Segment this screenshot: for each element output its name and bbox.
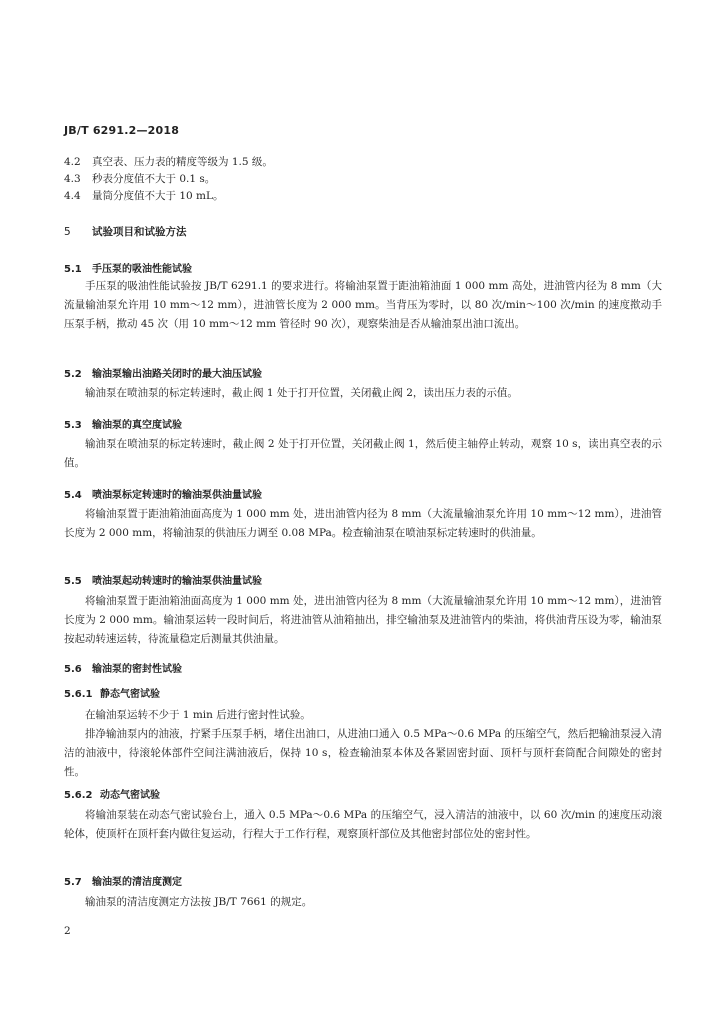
section-number: 5.2 [64,369,82,380]
section-5-6-1-heading [64,685,160,700]
section-number: 5.6.2 [64,790,93,801]
section-title: 喷油泵标定转速时的输油泵供油量试验 [92,490,262,501]
section-title: 输油泵的清洁度测定 [92,877,182,888]
section-title: 喷油泵起动转速时的输油泵供油量试验 [92,576,262,587]
section-title: 输油泵的真空度试验 [92,420,182,431]
section-5-5-paragraph: 将输油泵置于距油箱油面高度为 1 000 mm 处，进出油管内径为 8 mm（大流量输油泵允许用 10 mm～12 mm），进油管长度为 2 000 mm。输油泵运转一段时间后，将进油管从油箱抽出，排空输油泵及进油管内的柴油，将供油背压设为零，输油泵按起动转速运转，待流量稳定后测量其供油量。 [64,595,662,645]
section-5-2-paragraph: 输油泵在喷油泵的标定转速时，截止阀 1 处于打开位置，关闭截止阀 2，读出压力表的示值。 [85,387,518,399]
clause-number: 4.3 [64,173,81,185]
section-5-7-heading [64,873,182,888]
page-number: 2 [64,925,71,937]
clause-4-4 [64,189,223,203]
section-5-heading [64,224,187,239]
section-5-6-1-paragraph-1: 在输油泵运转不少于 1 min 后进行密封性试验。 [85,709,311,721]
section-5-6-heading [64,660,182,675]
section-number: 5.1 [64,264,82,275]
section-title: 输油泵的密封性试验 [92,664,182,675]
section-5-1-paragraph: 手压泵的吸油性能试验按 JB/T 6291.1 的要求进行。将输油泵置于距油箱油面 1 000 mm 高处，进油管内径为 8 mm（大流量输油泵允许用 10 mm～12 mm），进油管长度为 2 000 mm。当背压为零时，以 80 次/min～100 次/min 的速度揿动手压泵手柄，揿动 45 次（用 10 mm～12 mm 管径时 90 次），观察柴油是否从输油泵出油口流出。 [64,280,662,330]
clause-4-2 [64,155,273,169]
clause-number: 4.4 [64,190,81,202]
section-title: 试验项目和试验方法 [92,226,187,238]
section-5-6-2-paragraph: 将输油泵装在动态气密试验台上，通入 0.5 MPa～0.6 MPa 的压缩空气，浸入清洁的油液中，以 60 次/min 的速度压动滚轮体，使顶杆在顶杆套内做往复运动，行程大于工作行程，观察顶杆部位及其他密封部位处的密封性。 [64,809,662,840]
clause-text: 量筒分度值不大于 10 mL。 [92,190,224,202]
standard-number: JB/T 6291.2—2018 [64,124,180,137]
section-5-3-heading [64,416,182,431]
section-5-4-paragraph: 将输油泵置于距油箱油面高度为 1 000 mm 处，进出油管内径为 8 mm（大流量输油泵允许用 10 mm～12 mm），进油管长度为 2 000 mm，将输油泵的供油压力调至 0.08 MPa。检查输油泵在喷油泵标定转速时的供油量。 [64,508,662,539]
section-number: 5.4 [64,490,82,501]
section-number: 5.6 [64,664,82,675]
section-title: 静态气密试验 [100,689,160,700]
section-5-6-1-paragraph-2: 排净输油泵内的油液，拧紧手压泵手柄，堵住出油口，从进油口通入 0.5 MPa～0.6 MPa 的压缩空气，然后把输油泵浸入清洁的油液中，待滚轮体部件空间注满油液后，保持 10 s，检查输油泵本体及各紧固密封面、顶杆与顶杆套筒配合间隙处的密封性。 [64,728,662,778]
section-5-4-heading [64,486,262,501]
clause-4-3 [64,172,215,186]
section-5-1-heading [64,260,192,275]
section-number: 5.5 [64,576,82,587]
section-number: 5.7 [64,877,82,888]
clause-number: 4.2 [64,156,81,168]
section-5-6-2-heading [64,786,160,801]
section-title: 动态气密试验 [100,790,160,801]
section-5-3-paragraph: 输油泵在喷油泵的标定转速时，截止阀 2 处于打开位置，关闭截止阀 1，然后使主轴停止转动，观察 10 s，读出真空表的示值。 [64,438,662,469]
section-5-2-heading [64,365,262,380]
section-title: 手压泵的吸油性能试验 [92,264,192,275]
section-5-7-paragraph: 输油泵的清洁度测定方法按 JB/T 7661 的规定。 [85,896,313,908]
section-number: 5.6.1 [64,689,93,700]
section-number: 5.3 [64,420,82,431]
section-number: 5 [64,226,71,238]
clause-text: 真空表、压力表的精度等级为 1.5 级。 [92,156,273,168]
section-5-5-heading [64,572,262,587]
clause-text: 秒表分度值不大于 0.1 s。 [92,173,216,185]
section-title: 输油泵输出油路关闭时的最大油压试验 [92,369,262,380]
